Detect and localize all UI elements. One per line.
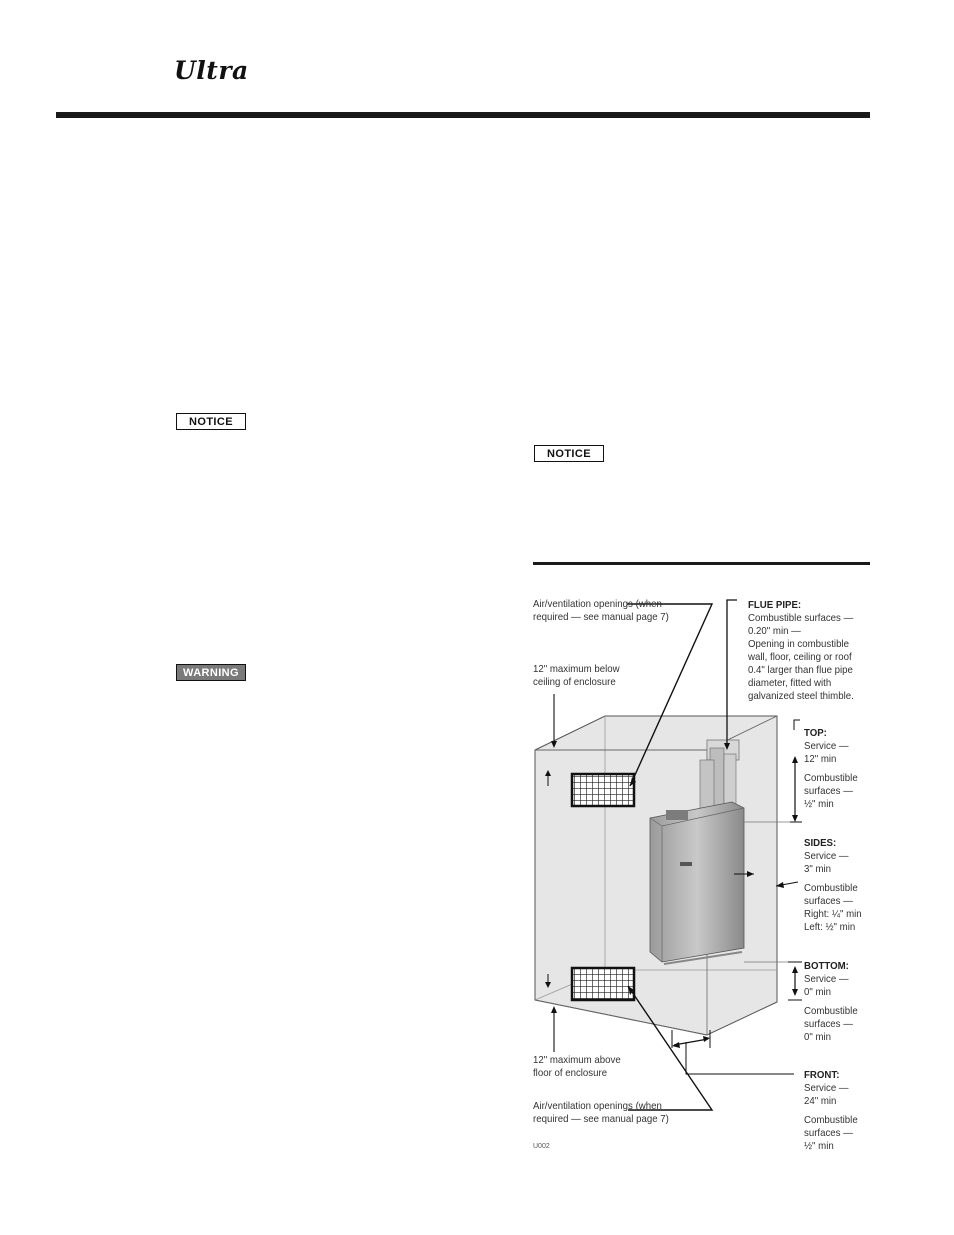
floor-note: 12" maximum above floor of enclosure xyxy=(533,1054,621,1079)
sides-clearance-note: SIDES: Service — 3" min Combustible surfaces — Right: ¼" min Left: ½" min xyxy=(804,837,862,933)
ceiling-note: 12" maximum below ceiling of enclosure xyxy=(533,663,620,688)
warning-label: WARNING xyxy=(176,664,246,681)
brand-logo: Ultra xyxy=(174,56,249,85)
notice-label-left: NOTICE xyxy=(176,413,246,430)
figure-code: U002 xyxy=(533,1143,550,1150)
bottom-clearance-note: BOTTOM: Service — 0" min Combustible surfaces — 0" min xyxy=(804,960,858,1043)
front-clearance-note: FRONT: Service — 24" min Combustible surfaces — ½" min xyxy=(804,1069,858,1152)
clearance-figure xyxy=(532,590,872,1155)
flue-pipe-note: FLUE PIPE: Combustible surfaces — 0.20" min — Opening in combustible wall, floor, ceiling or roof 0.4" larger than flue pipe diameter, fitted with galvanized steel thimble. xyxy=(748,599,854,702)
header-rule xyxy=(56,112,870,118)
air-openings-top-note: Air/ventilation openings (when required — see manual page 7) xyxy=(533,598,669,623)
notice-label-right: NOTICE xyxy=(534,445,604,462)
top-clearance-note: TOP: Service — 12" min Combustible surfaces — ½" min xyxy=(804,727,858,810)
section-rule xyxy=(533,562,870,565)
air-openings-bottom-note: Air/ventilation openings (when required — see manual page 7) xyxy=(533,1100,669,1125)
